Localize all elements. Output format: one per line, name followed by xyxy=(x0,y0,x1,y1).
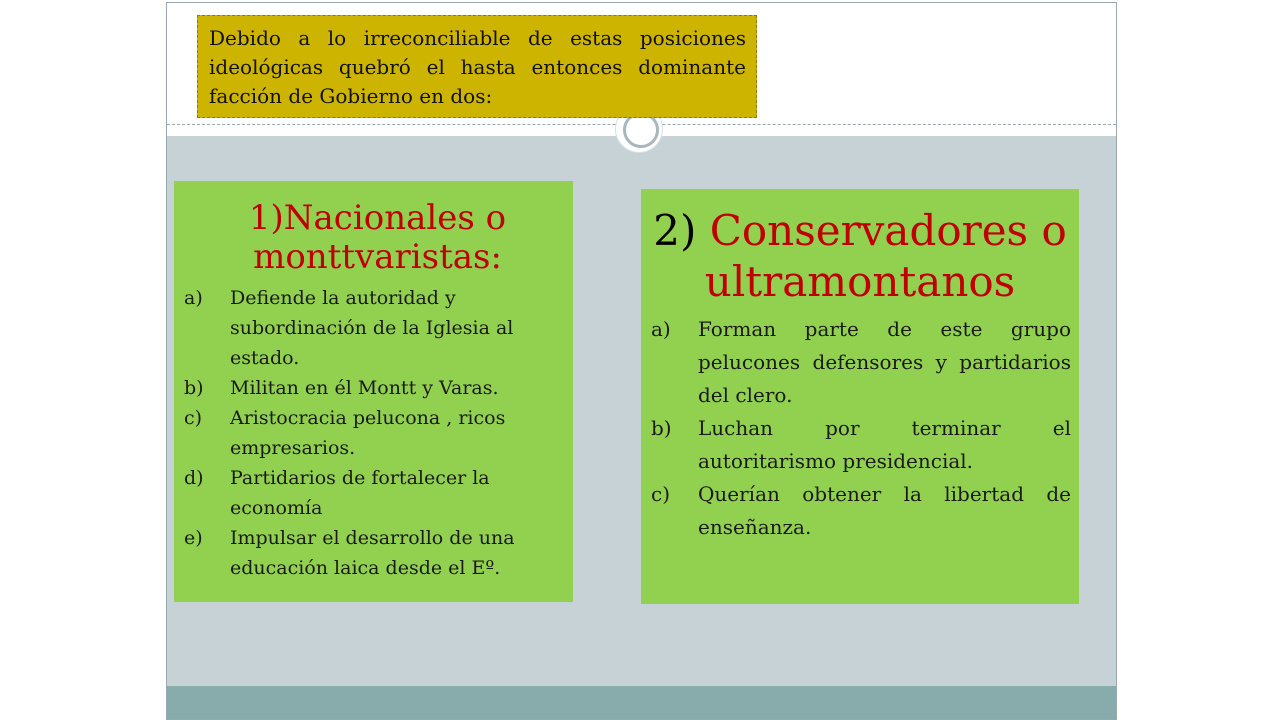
slide xyxy=(166,2,1117,720)
list-item-marker: a) xyxy=(184,287,203,309)
list-item xyxy=(651,478,1071,544)
list-item-text: Partidarios de fortalecer la economía xyxy=(230,467,490,519)
left-box-title: 1)Nacionales o monttvaristas: xyxy=(248,198,507,277)
list-item xyxy=(184,283,565,373)
right-content-box xyxy=(641,189,1079,604)
list-item-text: Defiende la autoridad y subordinación de la Iglesia al estado. xyxy=(230,287,514,369)
list-item-marker: b) xyxy=(651,416,672,440)
list-item xyxy=(184,373,565,403)
list-item xyxy=(651,412,1071,478)
right-box-title xyxy=(641,205,1079,307)
list-item-text: Luchan por terminar el autoritarismo presidencial. xyxy=(698,416,1071,473)
list-item-marker: e) xyxy=(184,527,203,549)
list-item xyxy=(651,313,1071,412)
list-item-text: Militan en él Montt y Varas. xyxy=(230,377,499,399)
list-item-text: Querían obtener la libertad de enseñanza. xyxy=(698,482,1071,539)
list-item-marker: c) xyxy=(651,482,671,506)
list-item-text: Aristocracia pelucona , ricos empresarios. xyxy=(230,407,506,459)
intro-text: Debido a lo irreconciliable de estas posiciones ideológicas quebró el hasta entonces dominante facción de Gobierno en dos: xyxy=(209,26,746,108)
list-item-marker: b) xyxy=(184,377,204,399)
list-item xyxy=(184,463,565,523)
intro-box xyxy=(197,15,757,118)
list-item-marker: a) xyxy=(651,317,671,341)
right-box-title-number: 2) xyxy=(653,206,697,255)
list-item-marker: c) xyxy=(184,407,203,429)
left-content-box xyxy=(174,181,573,602)
list-item-text: Impulsar el desarrollo de una educación laica desde el Eº. xyxy=(230,527,515,579)
list-item xyxy=(184,403,565,463)
slide-footer-band xyxy=(167,686,1116,719)
list-item-text: Forman parte de este grupo pelucones defensores y partidarios del clero. xyxy=(698,317,1071,407)
list-item-marker: d) xyxy=(184,467,204,489)
right-box-title-text: Conservadores o ultramontanos xyxy=(704,206,1067,306)
list-item xyxy=(184,523,565,583)
left-box-list xyxy=(174,283,573,583)
right-box-list xyxy=(641,313,1079,544)
